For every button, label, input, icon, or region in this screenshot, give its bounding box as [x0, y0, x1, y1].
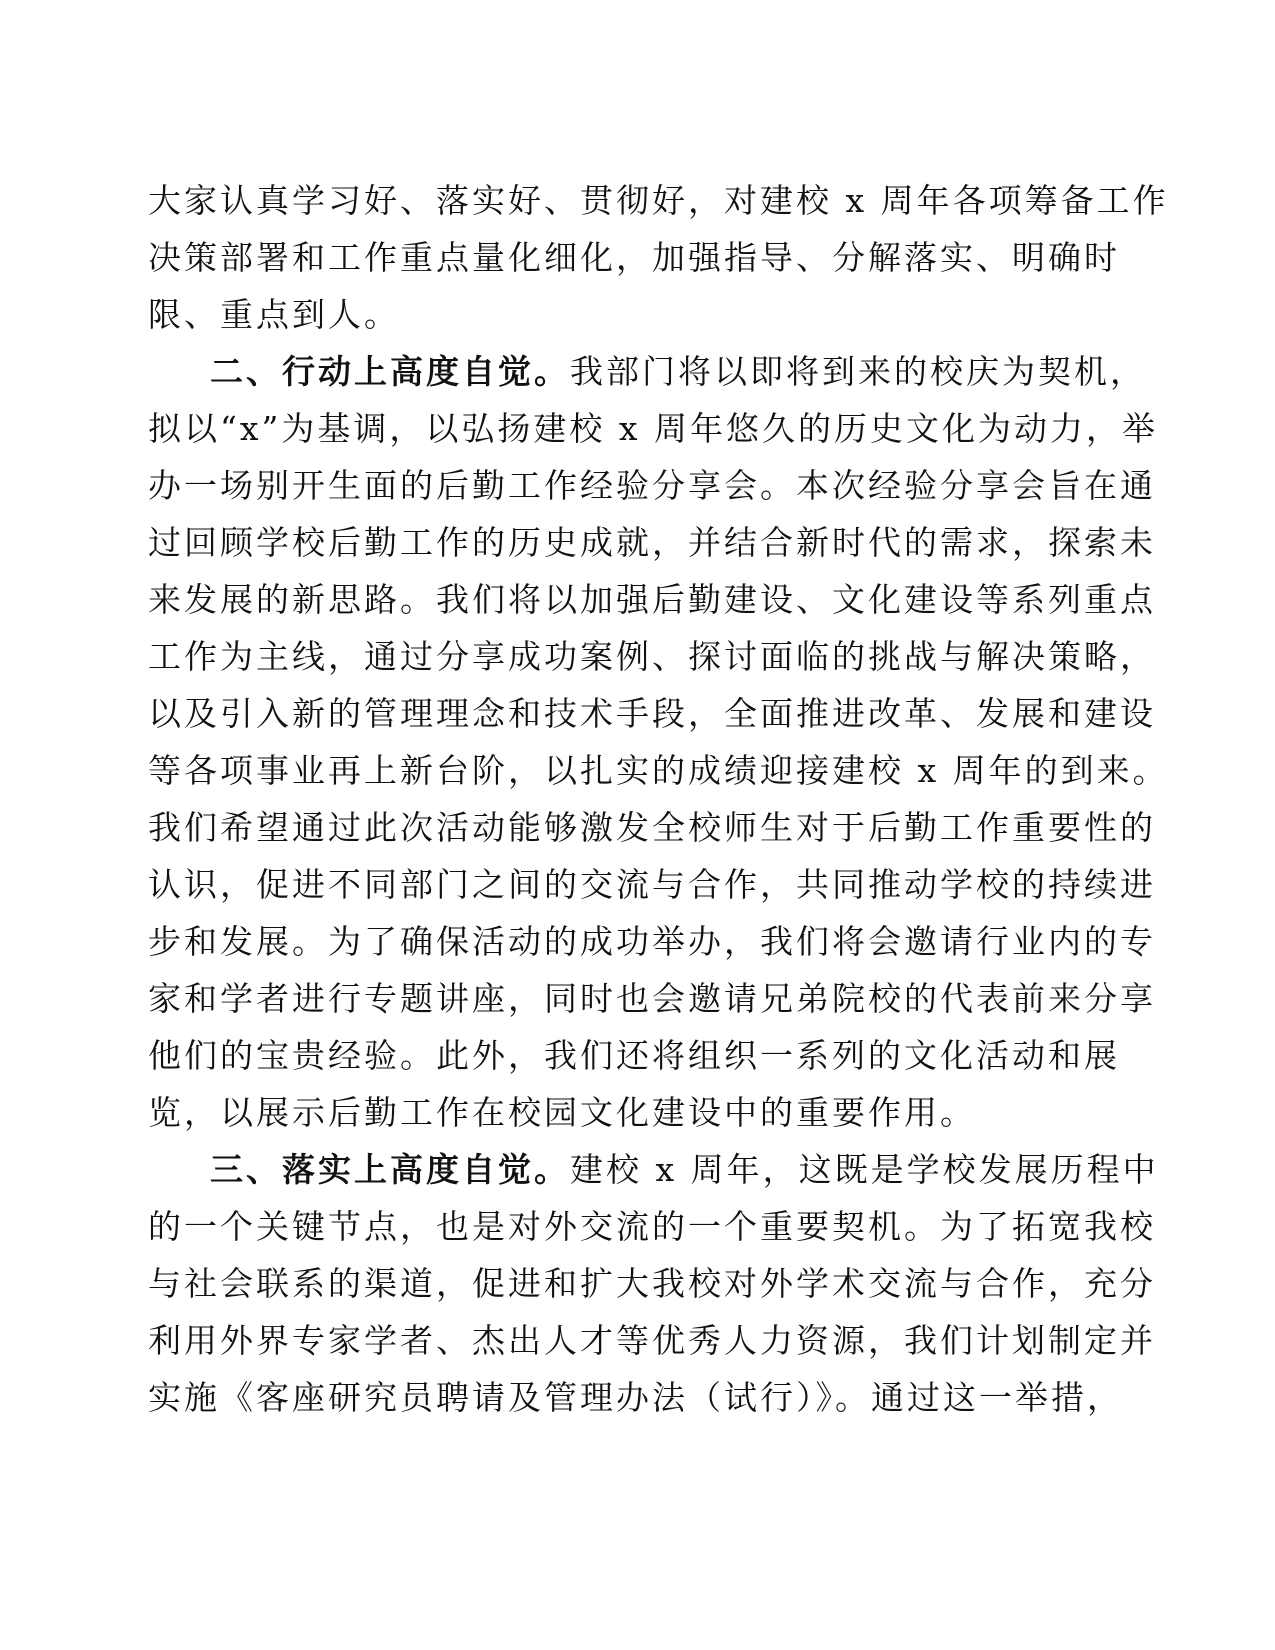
text-line: 我们希望通过此次活动能够激发全校师生对于后勤工作重要性的: [148, 808, 1156, 847]
text-line: 办一场别开生面的后勤工作经验分享会。本次经验分享会旨在通: [148, 466, 1156, 505]
text-line: 家和学者进行专题讲座，同时也会邀请兄弟院校的代表前来分享: [148, 979, 1156, 1018]
text-line: 决策部署和工作重点量化细化，加强指导、分解落实、明确时: [148, 238, 1120, 277]
section-2-text: 我部门将以即将到来的校庆为契机，: [570, 352, 1146, 391]
text-line: 实施《客座研究员聘请及管理办法（试行）》。通过这一举措，: [148, 1378, 1123, 1417]
text-line: 以及引入新的管理理念和技术手段，全面推进改革、发展和建设: [148, 694, 1156, 733]
section-3-text: 建校 x 周年，这既是学校发展历程中: [570, 1150, 1159, 1189]
section-2-heading: 二、行动上高度自觉。: [210, 352, 570, 391]
text-line: 过回顾学校后勤工作的历史成就，并结合新时代的需求，探索未: [148, 523, 1156, 562]
text-line: 的一个关键节点，也是对外交流的一个重要契机。为了拓宽我校: [148, 1207, 1156, 1246]
text-line: 工作为主线，通过分享成功案例、探讨面临的挑战与解决策略，: [148, 637, 1156, 676]
section-3-first-line: [210, 1147, 1159, 1193]
text-line: 来发展的新思路。我们将以加强后勤建设、文化建设等系列重点: [148, 580, 1156, 619]
text-line: 大家认真学习好、落实好、贯彻好，对建校 x 周年各项筹备工作: [148, 181, 1169, 220]
section-2-first-line: [210, 349, 1146, 395]
text-line: 览，以展示后勤工作在校园文化建设中的重要作用。: [148, 1093, 976, 1132]
text-line: 限、重点到人。: [148, 295, 400, 334]
text-line: 步和发展。为了确保活动的成功举办，我们将会邀请行业内的专: [148, 922, 1156, 961]
section-3-heading: 三、落实上高度自觉。: [210, 1150, 570, 1189]
text-line: 认识，促进不同部门之间的交流与合作，共同推动学校的持续进: [148, 865, 1156, 904]
text-line: 利用外界专家学者、杰出人才等优秀人力资源，我们计划制定并: [148, 1321, 1156, 1360]
text-line: 拟以“x”为基调，以弘扬建校 x 周年悠久的历史文化为动力，举: [148, 409, 1158, 448]
text-line: 等各项事业再上新台阶，以扎实的成绩迎接建校 x 周年的到来。: [148, 751, 1169, 790]
text-line: 他们的宝贵经验。此外，我们还将组织一系列的文化活动和展: [148, 1036, 1120, 1075]
text-line: 与社会联系的渠道，促进和扩大我校对外学术交流与合作，充分: [148, 1264, 1156, 1303]
